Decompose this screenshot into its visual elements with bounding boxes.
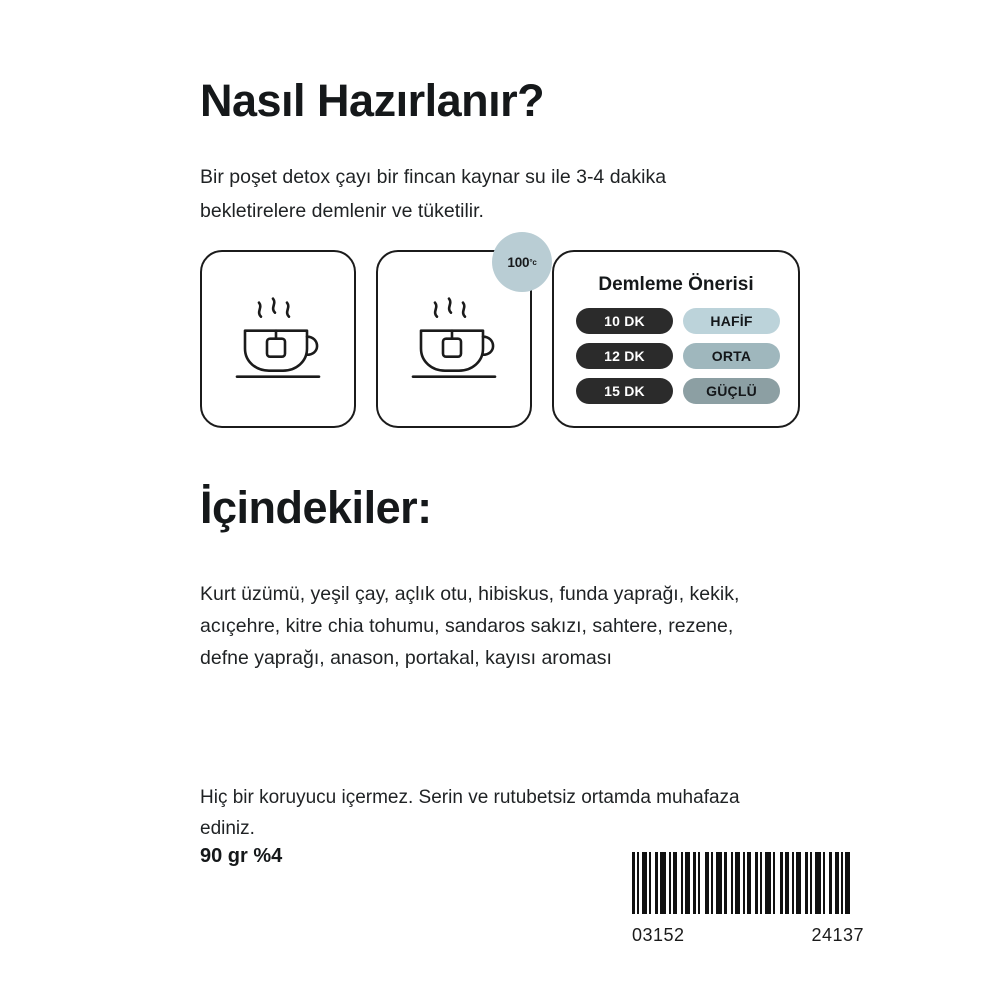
preparation-paragraph: Bir poşet detox çayı bir fincan kaynar su ile 3-4 dakika bekletirelere demlenir ve tüketilir. <box>200 166 667 222</box>
barcode-number-left: 03152 <box>632 925 685 945</box>
temperature-badge <box>492 232 552 292</box>
teacup-with-teabag-icon <box>399 287 509 396</box>
brew-time-pill: 10 DK <box>576 308 673 334</box>
card-teacup-plain <box>200 250 356 428</box>
brew-suggestion-table <box>576 308 780 413</box>
table-row <box>576 343 780 369</box>
brew-time-pill: 12 DK <box>576 343 673 369</box>
teacup-with-teabag-icon <box>223 287 333 396</box>
page-title-preparation: Nasıl Hazırlanır? <box>200 75 545 126</box>
barcode-number-right: 24137 <box>811 925 864 945</box>
storage-note: Hiç bir koruyucu içermez. Serin ve rutubetsiz ortamda muhafaza ediniz. <box>200 787 740 839</box>
temperature-value: 100 <box>507 254 530 270</box>
net-weight: 90 gr %4 <box>200 845 283 867</box>
brew-strength-pill: HAFİF <box>683 308 780 334</box>
card-brew-suggestion <box>552 250 800 428</box>
barcode-numbers <box>632 925 864 946</box>
page-title-ingredients: İçindekiler: <box>200 482 432 533</box>
temperature-unit: °c <box>529 257 537 267</box>
table-row <box>576 308 780 334</box>
brew-suggestion-title: Demleme Önerisi <box>598 274 754 295</box>
brew-strength-pill: ORTA <box>683 343 780 369</box>
barcode <box>632 852 864 914</box>
table-row <box>576 378 780 404</box>
ingredients-text: Kurt üzümü, yeşil çay, açlık otu, hibiskus, funda yaprağı, kekik, acıçehre, kitre chia tohumu, sandaros sakızı, sahtere, rezene, defne yaprağı, anason, portakal, kayısı aroması <box>200 583 740 669</box>
brew-strength-pill: GÜÇLÜ <box>683 378 780 404</box>
brew-time-pill: 15 DK <box>576 378 673 404</box>
